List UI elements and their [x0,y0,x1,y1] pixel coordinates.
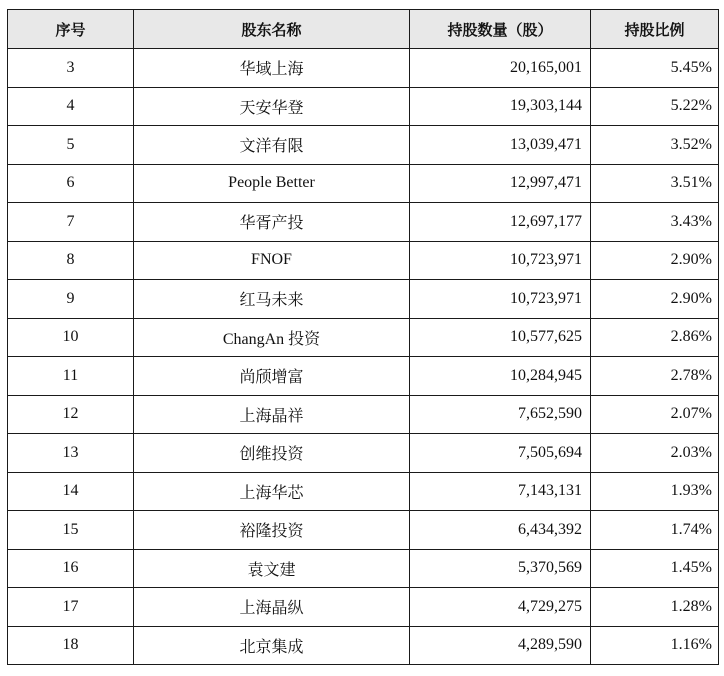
cell-no: 5 [8,126,134,165]
cell-share-count: 4,729,275 [410,588,591,627]
table-row [8,511,719,550]
cell-no: 14 [8,472,134,511]
header-shares: 持股数量（股） [410,10,591,49]
cell-shareholder-name: 文洋有限 [134,126,410,165]
cell-share-ratio: 5.45% [591,49,719,88]
cell-shareholder-name: People Better [134,164,410,203]
cell-shareholder-name: 华胥产投 [134,203,410,242]
cell-shareholder-name: 上海晶祥 [134,395,410,434]
cell-share-ratio: 1.93% [591,472,719,511]
table-row [8,395,719,434]
cell-share-count: 7,505,694 [410,434,591,473]
table-row [8,280,719,319]
table-row [8,626,719,665]
table-row [8,241,719,280]
cell-share-count: 10,577,625 [410,318,591,357]
cell-no: 18 [8,626,134,665]
cell-share-count: 7,143,131 [410,472,591,511]
table-row [8,434,719,473]
cell-share-ratio: 2.03% [591,434,719,473]
cell-share-ratio: 5.22% [591,87,719,126]
cell-share-ratio: 1.28% [591,588,719,627]
header-ratio: 持股比例 [591,10,719,49]
cell-shareholder-name: ChangAn 投资 [134,318,410,357]
table-body [8,49,719,665]
cell-shareholder-name: 上海华芯 [134,472,410,511]
cell-share-ratio: 2.90% [591,241,719,280]
table-row [8,126,719,165]
cell-share-ratio: 2.78% [591,357,719,396]
cell-shareholder-name: 裕隆投资 [134,511,410,550]
cell-shareholder-name: 天安华登 [134,87,410,126]
table-header [8,10,719,49]
cell-no: 10 [8,318,134,357]
cell-share-ratio: 3.52% [591,126,719,165]
cell-share-count: 13,039,471 [410,126,591,165]
cell-share-count: 12,697,177 [410,203,591,242]
cell-share-ratio: 2.86% [591,318,719,357]
cell-no: 9 [8,280,134,319]
cell-share-count: 12,997,471 [410,164,591,203]
cell-share-count: 10,284,945 [410,357,591,396]
cell-share-ratio: 3.43% [591,203,719,242]
cell-share-ratio: 1.74% [591,511,719,550]
table-row [8,87,719,126]
header-row [8,10,719,49]
table-row [8,472,719,511]
table-row [8,588,719,627]
shareholder-table [7,9,719,665]
cell-share-ratio: 2.90% [591,280,719,319]
cell-no: 6 [8,164,134,203]
cell-share-ratio: 2.07% [591,395,719,434]
cell-shareholder-name: FNOF [134,241,410,280]
cell-no: 11 [8,357,134,396]
cell-share-ratio: 3.51% [591,164,719,203]
cell-share-count: 4,289,590 [410,626,591,665]
cell-share-count: 6,434,392 [410,511,591,550]
table-row [8,318,719,357]
cell-shareholder-name: 尚颀增富 [134,357,410,396]
cell-share-ratio: 1.45% [591,549,719,588]
cell-no: 12 [8,395,134,434]
cell-no: 17 [8,588,134,627]
cell-shareholder-name: 北京集成 [134,626,410,665]
cell-share-ratio: 1.16% [591,626,719,665]
cell-share-count: 19,303,144 [410,87,591,126]
table-row [8,49,719,88]
cell-no: 13 [8,434,134,473]
cell-no: 16 [8,549,134,588]
table-row [8,164,719,203]
header-no: 序号 [8,10,134,49]
cell-shareholder-name: 袁文建 [134,549,410,588]
table-row [8,203,719,242]
cell-share-count: 10,723,971 [410,280,591,319]
table-row [8,549,719,588]
cell-no: 8 [8,241,134,280]
table-row [8,357,719,396]
cell-no: 7 [8,203,134,242]
cell-shareholder-name: 红马未来 [134,280,410,319]
cell-shareholder-name: 华域上海 [134,49,410,88]
cell-shareholder-name: 上海晶纵 [134,588,410,627]
cell-share-count: 5,370,569 [410,549,591,588]
cell-share-count: 20,165,001 [410,49,591,88]
header-name: 股东名称 [134,10,410,49]
cell-no: 15 [8,511,134,550]
cell-no: 3 [8,49,134,88]
cell-share-count: 7,652,590 [410,395,591,434]
cell-shareholder-name: 创维投资 [134,434,410,473]
cell-no: 4 [8,87,134,126]
cell-share-count: 10,723,971 [410,241,591,280]
